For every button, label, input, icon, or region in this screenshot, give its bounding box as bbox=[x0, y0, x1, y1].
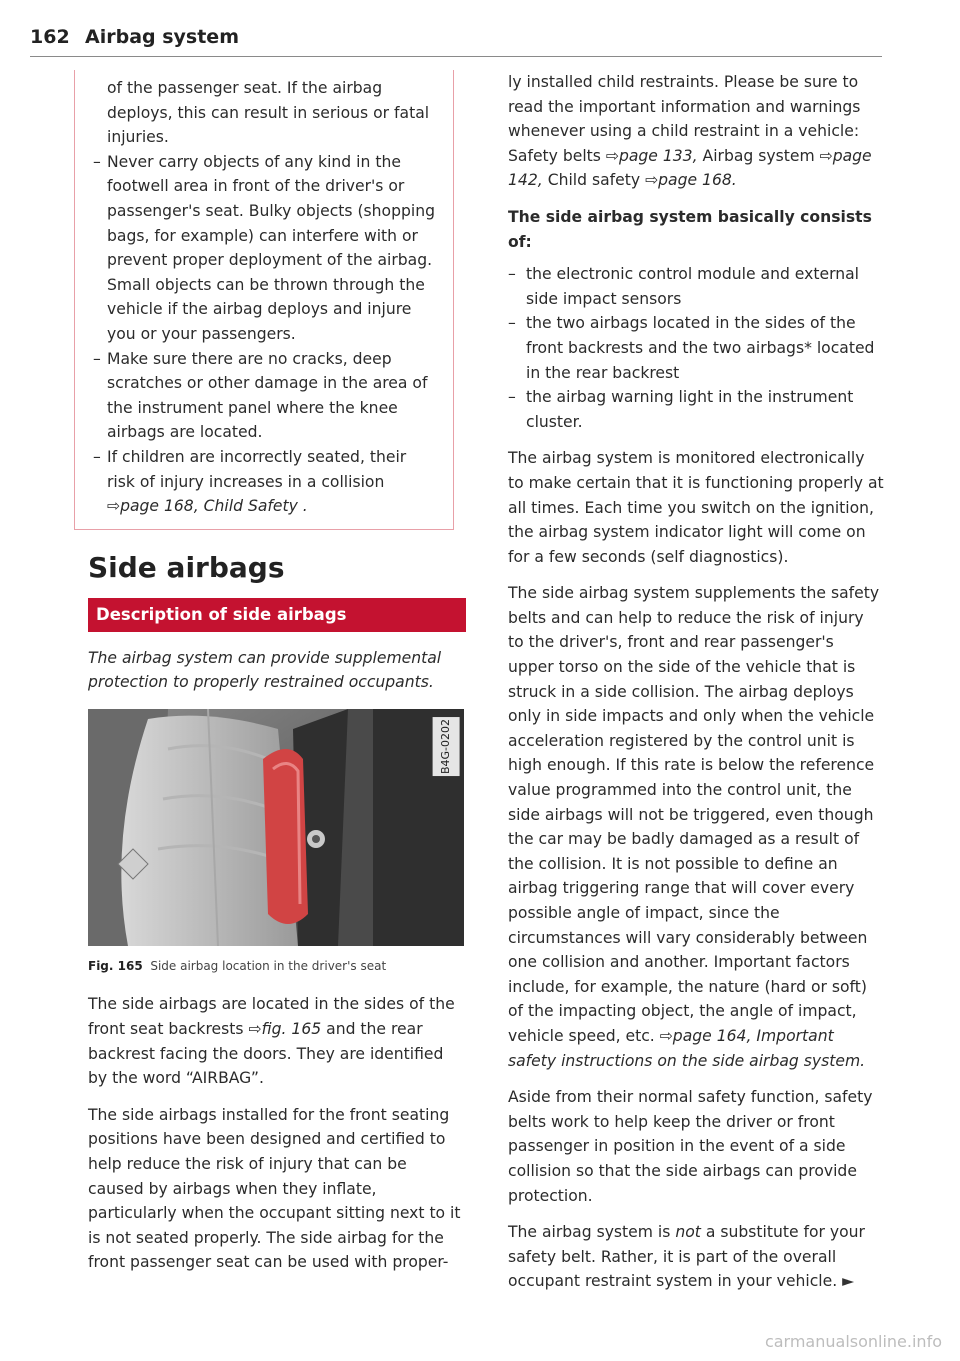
paragraph bbox=[508, 581, 884, 1073]
section-title: Airbag system bbox=[85, 26, 239, 48]
paragraph bbox=[88, 992, 466, 1090]
list-item: – the two airbags located in the sides of the front backrests and the two airbags* located in the rear backrest bbox=[508, 311, 884, 385]
figure-link[interactable]: ⇨fig. 165 bbox=[248, 1020, 322, 1039]
page-link[interactable]: ⇨page 168. bbox=[645, 171, 737, 190]
continue-arrow-icon: ► bbox=[842, 1272, 855, 1291]
list-item: – the airbag warning light in the instrument cluster. bbox=[508, 385, 884, 434]
warning-continuation: of the passenger seat. If the airbag deploys, this can result in serious or fatal injuries. bbox=[107, 79, 430, 147]
left-column bbox=[88, 70, 466, 1287]
paragraph-text: Child safety bbox=[547, 171, 641, 190]
lead-text: The airbag system can provide supplemental protection to properly restrained occupants. bbox=[88, 648, 442, 692]
seat-airbag-figure bbox=[88, 709, 464, 946]
paragraph: The airbag system is monitored electronically to make certain that it is functioning properly at all times. Each time you switch on the ignition, the airbag system indicator light will come on for a few seconds (self diagnostics). bbox=[508, 449, 884, 566]
figure-label: Fig. 165 bbox=[88, 958, 143, 973]
figure-code: B4G-0202 bbox=[433, 717, 460, 776]
component-list bbox=[508, 262, 884, 434]
warning-item-text: If children are incorrectly seated, their risk of injury increases in a collision bbox=[107, 447, 407, 491]
paragraph-text: a substitute for your safety belt. Rather, it is part of the overall occupant restraint system in your vehicle. bbox=[508, 1223, 865, 1291]
paragraph-text: ly installed child restraints. Please be sure to read the important information and warnings whenever using a child restraint in a vehicle: Safety belts bbox=[508, 73, 861, 165]
page-link[interactable]: ⇨page 142, bbox=[508, 146, 872, 190]
paragraph: Aside from their normal safety function, safety belts work to help keep the driver or front passenger in position in the event of a side collision so that the side airbags can provide protection. bbox=[508, 1088, 873, 1205]
paragraph-text: The side airbags are located in the sides of the front seat backrests bbox=[88, 995, 455, 1039]
seat-illustration bbox=[88, 709, 464, 946]
subsection-heading: Description of side airbags bbox=[88, 598, 466, 632]
page-header bbox=[30, 24, 882, 57]
paragraph-text: The side airbag system supplements the safety belts and can help to reduce the risk of injury to the driver's, front and rear passenger's upper torso on the side of the vehicle that is struck in a side collision. The airbag deploys only in side impacts and only when the vehicle acceleration registered by the control unit is high enough. If this rate is below the reference value programmed into the control unit, the side airbags will not be triggered, even though the car may be badly damaged as a result of the collision. It is not possible to define an airbag triggering range that will cover every possible angle of impact, since the circumstances will vary considerably between one collision and another. Important factors include, for example, the nature (hard or soft) of the impacting object, the angle of impact, vehicle speed, etc. bbox=[508, 584, 880, 1045]
page-link[interactable]: ⇨page 133, bbox=[605, 146, 698, 165]
warning-list bbox=[89, 150, 439, 519]
paragraph-text: The airbag system is bbox=[508, 1223, 671, 1242]
watermark: carmanualsonline.info bbox=[764, 1332, 942, 1351]
warning-item bbox=[89, 445, 439, 519]
section-heading: Side airbags bbox=[88, 550, 285, 584]
warning-item: – Make sure there are no cracks, deep scratches or other damage in the area of the instrument panel where the knee airbags are located. bbox=[89, 347, 439, 445]
child-safety-link[interactable]: ⇨page 168, Child Safety . bbox=[107, 497, 308, 516]
paragraph-text: Airbag system bbox=[702, 146, 815, 165]
paragraph bbox=[508, 1220, 884, 1294]
warning-box bbox=[74, 70, 454, 530]
paragraph bbox=[508, 70, 884, 193]
figure-caption-text: Side airbag location in the driver's seat bbox=[150, 958, 387, 973]
list-heading: The side airbag system basically consists of: bbox=[508, 207, 872, 251]
paragraph-text: and the rear backrest facing the doors. They are identified by the word “AIRBAG”. bbox=[88, 1020, 444, 1088]
page-link[interactable]: ⇨page 164, Important safety instructions on the side airbag system. bbox=[508, 1026, 866, 1070]
list-item: – the electronic control module and external side impact sensors bbox=[508, 262, 884, 311]
page-number: 162 bbox=[30, 26, 70, 48]
warning-item: – Never carry objects of any kind in the footwell area in front of the driver's or passenger's seat. Bulky objects (shopping bags, for example) can interfere with or prevent proper deployment of the airbag. Small objects can be thrown through the vehicle if the airbag deploys and injure you or your passengers. bbox=[89, 150, 439, 347]
right-column bbox=[508, 70, 884, 1306]
figure-caption bbox=[88, 954, 466, 979]
emphasis-text: not bbox=[675, 1223, 701, 1242]
paragraph: The side airbags installed for the front seating positions have been designed and certified to help reduce the risk of injury that can be caused by airbags when they inflate, particularly when the occupant sitting next to it is not seated properly. The side airbag for the front passenger seat can be used with proper- bbox=[88, 1105, 461, 1272]
